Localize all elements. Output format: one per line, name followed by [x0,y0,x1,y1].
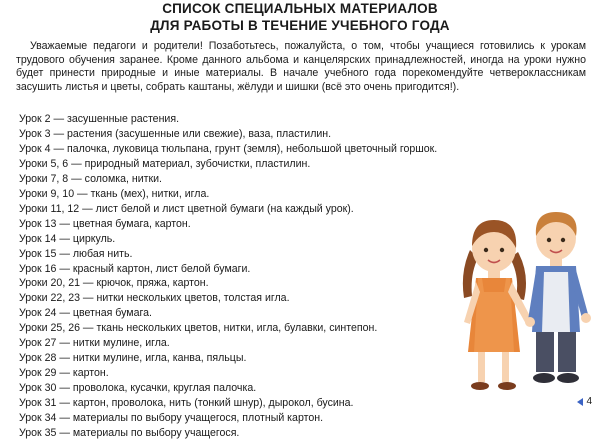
title-line-1: СПИСОК СПЕЦИАЛЬНЫХ МАТЕРИАЛОВ [162,1,438,16]
list-item: Урок 3 — растения (засушенные или свежие), ваза, пластилин. [19,127,332,140]
list-item: Урок 34 — материалы по выбору учащегося, плотный картон. [19,412,324,425]
list-item: Уроки 22, 23 — нитки нескольких цветов, толстая игла. [19,292,290,305]
list-item: Урок 14 — циркуль. [19,232,116,245]
page-title [0,0,600,34]
title-line-2: ДЛЯ РАБОТЫ В ТЕЧЕНИЕ УЧЕБНОГО ГОДА [150,18,450,33]
materials-list [19,112,459,441]
list-item: Урок 27 — нитки мулине, игла. [19,337,170,350]
list-item: Урок 4 — палочка, луковица тюльпана, грунт (земля), небольшой цветочный горшок. [19,142,438,155]
list-item: Урок 30 — проволока, кусачки, круглая палочка. [19,382,257,395]
list-item: Урок 35 — материалы по выбору учащегося. [19,427,240,440]
intro-paragraph [16,40,586,94]
list-item: Урок 13 — цветная бумага, картон. [19,217,191,230]
list-item: Уроки 20, 21 — крючок, пряжа, картон. [19,277,209,290]
list-item: Урок 29 — картон. [19,367,109,380]
intro-text: Уважаемые педагоги и родители! Позаботьтесь, пожалуйста, о том, чтобы учащиеся готовились к урокам трудового обучения заранее. Кроме данного альбома и канцелярских принадлежностей, иногда на уроки нужно будет принести природные и иные материалы. В начале учебного года порекомендуйте четвероклассникам засушить листья и цветы, собрать каштаны, жёлуди и шишки (всё это очень пригодится!). [16,40,586,93]
list-item: Урок 28 — нитки мулине, игла, канва, пяльцы. [19,352,247,365]
list-item: Урок 15 — любая нить. [19,247,133,260]
list-item: Урок 24 — цветная бумага. [19,307,152,320]
page-number [577,396,592,407]
list-item: Уроки 25, 26 — ткань нескольких цветов, нитки, игла, булавки, синтепон. [19,322,378,335]
children-illustration [448,202,598,402]
list-item: Урок 31 — картон, проволока, нить (тонкий шнур), дырокол, бусина. [19,397,354,410]
list-item: Урок 16 — красный картон, лист белой бумаги. [19,262,251,275]
page-number-text: 4 [586,396,592,407]
page-marker-icon [577,398,583,406]
list-item: Уроки 9, 10 — ткань (мех), нитки, игла. [19,187,210,200]
girl-figure [463,220,532,390]
list-item: Уроки 5, 6 — природный материал, зубочистки, пластилин. [19,157,311,170]
list-item: Уроки 7, 8 — соломка, нитки. [19,172,162,185]
list-item: Уроки 11, 12 — лист белой и лист цветной бумаги (на каждый урок). [19,202,354,215]
boy-figure [525,212,591,383]
list-item: Урок 2 — засушенные растения. [19,113,180,125]
